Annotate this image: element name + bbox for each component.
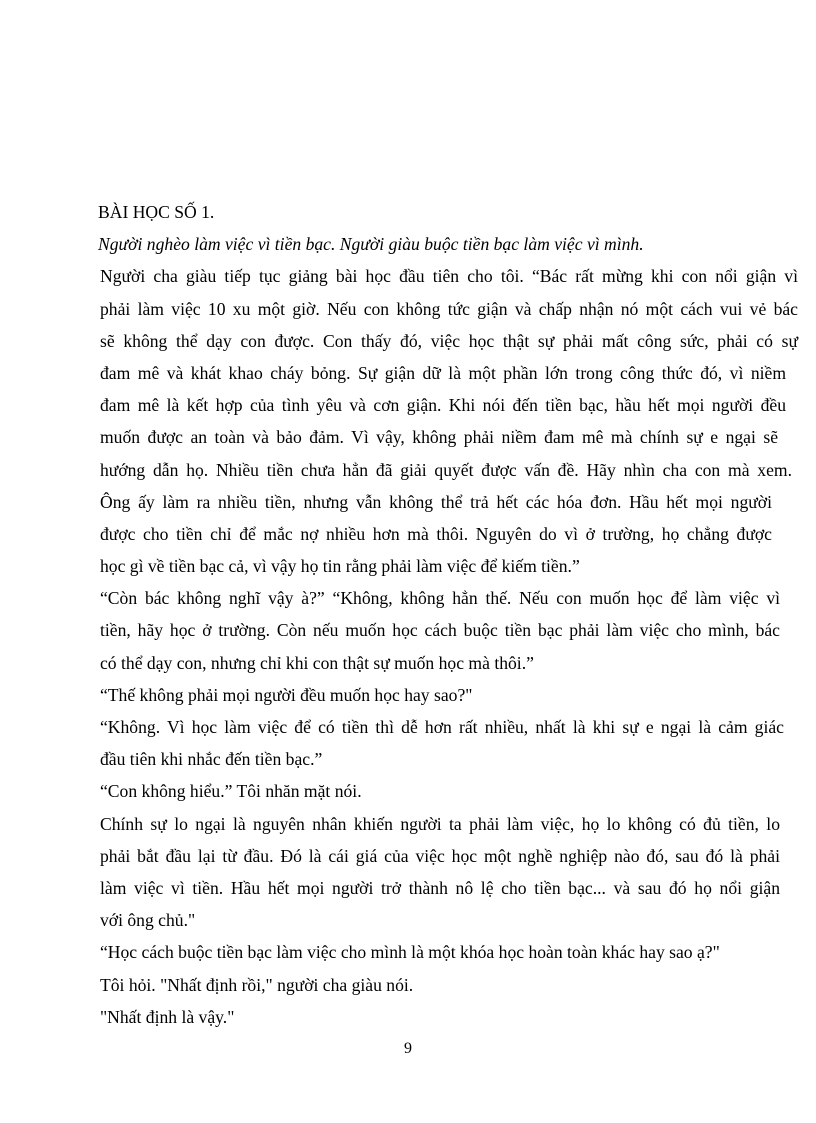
body-line: được cho tiền chỉ để mắc nợ nhiều hơn mà thôi. Nguyên do vì ở trường, họ chẳng được bbox=[100, 523, 772, 544]
body-line: “Thế không phải mọi người đều muốn học hay sao?" bbox=[100, 684, 473, 705]
body-line: làm việc vì tiền. Hầu hết mọi người trở thành nô lệ cho tiền bạc... và sau đó họ nổi giận bbox=[100, 877, 780, 898]
document-page bbox=[98, 196, 798, 1033]
body-line: đam mê là kết hợp của tình yêu và cơn giận. Khi nói đến tiền bạc, hầu hết mọi người đều bbox=[100, 395, 786, 416]
body-line: phải làm việc 10 xu một giờ. Nếu con không tức giận và chấp nhận nó một cách vui vẻ bác bbox=[100, 298, 798, 319]
body-line: Ông ấy làm ra nhiều tiền, nhưng vẫn không thể trả hết các hóa đơn. Hầu hết mọi người bbox=[100, 491, 772, 512]
body-line: Người cha giàu tiếp tục giảng bài học đầu tiên cho tôi. “Bác rất mừng khi con nổi giận vì bbox=[100, 266, 798, 287]
lesson-heading: BÀI HỌC SỐ 1. bbox=[98, 202, 215, 222]
body-line: đầu tiên khi nhắc đến tiền bạc.” bbox=[100, 749, 323, 770]
body-line: Chính sự lo ngại là nguyên nhân khiến người ta phải làm việc, họ lo không có đủ tiền, lo bbox=[100, 813, 780, 834]
lesson-subtitle: Người nghèo làm việc vì tiền bạc. Người giàu buộc tiền bạc làm việc vì mình. bbox=[98, 234, 644, 255]
body-line: hướng dẫn họ. Nhiều tiền chưa hẳn đã giải quyết được vấn đề. Hãy nhìn cha con mà xem. bbox=[100, 459, 792, 480]
body-line: có thể dạy con, nhưng chỉ khi con thật sự muốn học mà thôi.” bbox=[100, 652, 534, 673]
body-line: "Nhất định là vậy." bbox=[100, 1006, 235, 1027]
body-line: với ông chủ." bbox=[100, 910, 196, 931]
body-line: Tôi hỏi. "Nhất định rồi," người cha giàu nói. bbox=[100, 974, 414, 995]
body-line: tiền, hãy học ở trường. Còn nếu muốn học cách buộc tiền bạc phải làm việc cho mình, bác bbox=[100, 620, 780, 641]
body-line: “Còn bác không nghĩ vậy à?” “Không, không hẳn thế. Nếu con muốn học để làm việc vì bbox=[100, 588, 780, 609]
body-line: muốn được an toàn và bảo đảm. Vì vậy, không phải niềm đam mê mà chính sự e ngại sẽ bbox=[100, 427, 778, 448]
body-line: đam mê và khát khao cháy bỏng. Sự giận dữ là một phần lớn trong công thức đó, vì niềm bbox=[100, 362, 786, 383]
body-line: sẽ không thể dạy con được. Con thấy đó, việc học thật sự phải mất công sức, phải có sự bbox=[100, 330, 798, 351]
body-line: phải bắt đầu lại từ đầu. Đó là cái giá của việc học một nghề nghiệp nào đó, sau đó là phải bbox=[100, 845, 780, 866]
body-line: “Không. Vì học làm việc để có tiền thì dễ hơn rất nhiều, nhất là khi sự e ngại là cảm giác bbox=[100, 717, 784, 737]
body-line: “Học cách buộc tiền bạc làm việc cho mình là một khóa học hoàn toàn khác hay sao ạ?" bbox=[100, 942, 720, 963]
body-line: “Con không hiểu.” Tôi nhăn mặt nói. bbox=[100, 781, 362, 802]
page-number: 9 bbox=[404, 1040, 412, 1057]
body-line: học gì về tiền bạc cả, vì vậy họ tin rằng phải làm việc để kiếm tiền.” bbox=[100, 556, 580, 577]
